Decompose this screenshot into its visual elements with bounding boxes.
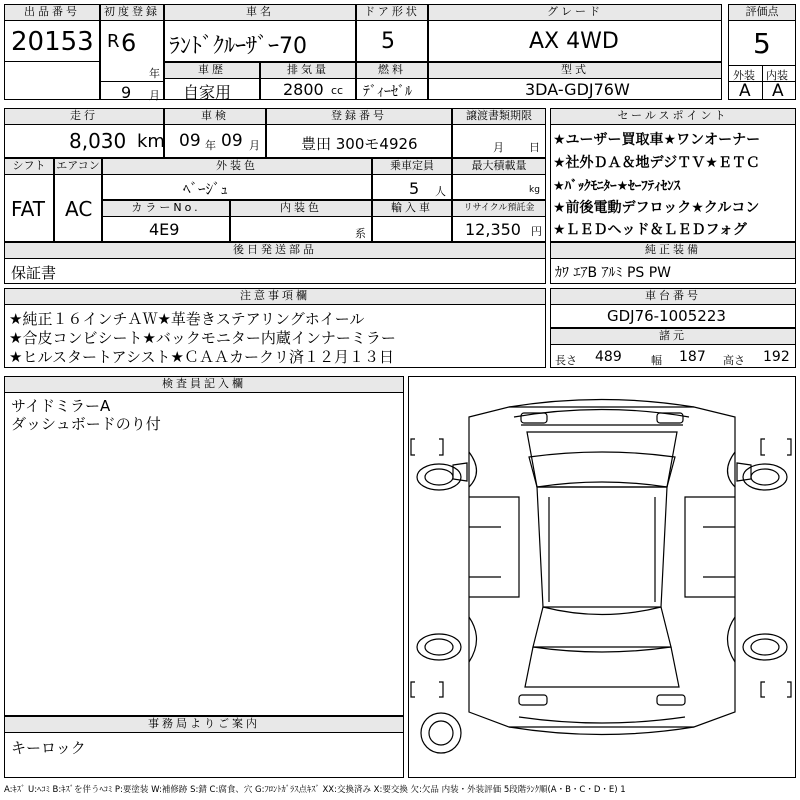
reg-no-value: 豊田 300モ4926 xyxy=(301,135,418,153)
mileage-value: 8,030 xyxy=(69,129,127,153)
sales-point-2: ★社外ＤＡ＆地デジＴＶ★ＥＴＣ xyxy=(553,155,760,171)
inspection-box xyxy=(164,108,266,158)
displacement-box xyxy=(260,62,356,100)
inspection-month-unit: 月 xyxy=(249,139,260,152)
car-name: ﾗﾝﾄﾞｸﾙｰｻﾞｰ70 xyxy=(169,34,307,59)
note-line-3: ★ヒルスタートアシスト★ＣＡＡカークリ済１２月１３日 xyxy=(9,348,394,366)
sales-point-1: ★ユーザー買取車★ワンオーナー xyxy=(553,132,761,148)
color-no-value: 4E9 xyxy=(149,220,180,239)
transfer-label: 譲渡書類期限 xyxy=(453,109,545,125)
legend-text: A:ｷｽﾞ U:ﾍｺﾐ B:ｷｽﾞを伴うﾍｺﾐ P:要塗装 W:補修跡 S:錆 C:腐食、穴 G:ﾌﾛﾝﾄｶﾞﾗｽ点ｷｽﾞ XX:交換済み X:要交換 欠:欠品 内装・外装評価 5段階ﾗﾝｸ順(A・B・C・D・E) 1 xyxy=(4,785,626,795)
chassis-label: 車台番号 xyxy=(551,289,795,305)
doors-label: ドア形状 xyxy=(357,5,427,21)
ext-color-value: ﾍﾞｰｼﾞｭ xyxy=(183,180,229,198)
int-color-label: 内装色 xyxy=(231,201,371,217)
int-score-label: 内装 xyxy=(766,69,788,82)
import-box xyxy=(372,200,452,242)
lot-box xyxy=(4,4,100,100)
transfer-box xyxy=(452,108,546,158)
ext-score: A xyxy=(739,81,751,101)
year-unit: 年 xyxy=(149,67,160,80)
later-parts-label: 後日発送部品 xyxy=(5,243,545,259)
sales-point-5: ★ＬＥＤヘッド＆ＬＥＤフォグ xyxy=(553,222,747,238)
first-reg-month: 9 xyxy=(121,83,132,102)
capacity-label: 乗車定員 xyxy=(373,159,451,175)
inspector-line-1: サイドミラーA xyxy=(11,397,111,415)
chassis-value: GDJ76-1005223 xyxy=(607,307,726,325)
capacity-unit: 人 xyxy=(435,185,446,198)
lot-number: 20153 xyxy=(11,27,94,57)
model-label: 型式 xyxy=(429,63,721,79)
chassis-box xyxy=(550,288,796,328)
history-label: 車歴 xyxy=(165,63,259,79)
genuine-label: 純正装備 xyxy=(551,243,795,259)
notes-box xyxy=(4,288,546,368)
dims-label: 諸元 xyxy=(551,329,795,345)
import-label: 輸入車 xyxy=(373,201,451,217)
shift-box xyxy=(4,158,54,242)
car-name-box xyxy=(164,4,356,62)
kg-unit: kg xyxy=(529,185,540,195)
dims-box xyxy=(550,328,796,368)
month-unit: 月 xyxy=(149,89,160,102)
office-label: 事務局よりご案内 xyxy=(5,717,403,733)
notes-label: 注意事項欄 xyxy=(5,289,545,305)
shift-label: シフト xyxy=(5,159,53,175)
fuel-box xyxy=(356,62,428,100)
cc-unit: cc xyxy=(331,84,344,97)
km-unit: km xyxy=(137,131,165,152)
mileage-box xyxy=(4,108,164,158)
car-name-label: 車名 xyxy=(165,5,355,21)
length-label: 長さ xyxy=(555,354,577,367)
car-diagram xyxy=(409,377,795,777)
office-value: キーロック xyxy=(11,739,86,757)
sales-points-box xyxy=(550,108,796,242)
color-no-label: カラーNo. xyxy=(103,201,229,217)
model-box xyxy=(428,62,722,100)
aircon-value: AC xyxy=(65,197,93,221)
office-box xyxy=(4,716,404,778)
grade-label: グレード xyxy=(429,5,721,21)
height-label: 高さ xyxy=(723,354,745,367)
shift-value: FAT xyxy=(11,197,46,221)
height-value: 192 xyxy=(763,349,790,365)
grade-box xyxy=(428,4,722,62)
history-value: 自家用 xyxy=(183,83,232,102)
doors-box xyxy=(356,4,428,62)
sales-points-label: セールスポイント xyxy=(551,109,795,125)
fuel-value: ﾃﾞｨｰｾﾞﾙ xyxy=(363,84,412,100)
mileage-label: 走行 xyxy=(5,109,163,125)
aircon-label: エアコン xyxy=(55,159,101,175)
transfer-month-unit: 月 xyxy=(493,141,504,154)
model-value: 3DA-GDJ76W xyxy=(525,80,630,99)
inspection-month: 09 xyxy=(221,131,243,151)
first-reg-year: 6 xyxy=(121,29,137,57)
note-line-2: ★合皮コンビシート★バックモニター内蔵インナーミラー xyxy=(9,329,396,347)
inspector-box xyxy=(4,376,404,716)
recycle-box xyxy=(452,200,546,242)
history-box xyxy=(164,62,260,100)
capacity-box xyxy=(372,158,452,200)
first-reg-box xyxy=(100,4,164,100)
first-reg-label: 初度登録 xyxy=(101,5,163,21)
inspection-label: 車検 xyxy=(165,109,265,125)
fuel-label: 燃料 xyxy=(357,63,427,79)
recycle-value: 12,350 xyxy=(465,220,521,239)
score-value: 5 xyxy=(753,27,771,60)
sales-point-4: ★前後電動デフロック★クルコン xyxy=(553,200,760,216)
int-color-unit: 系 xyxy=(355,227,366,240)
later-parts-box xyxy=(4,242,546,284)
car-diagram-box xyxy=(408,376,796,778)
reg-no-box xyxy=(266,108,452,158)
score-box xyxy=(728,4,796,100)
load-label: 最大積載量 xyxy=(453,159,545,175)
transfer-day-unit: 日 xyxy=(529,141,540,154)
genuine-box xyxy=(550,242,796,284)
int-color-box xyxy=(230,200,372,242)
first-reg-era: R xyxy=(107,31,120,52)
width-value: 187 xyxy=(679,349,706,365)
later-parts-value: 保証書 xyxy=(11,264,57,282)
color-no-box xyxy=(102,200,230,242)
note-line-1: ★純正１６インチＡＷ★革巻きステアリングホイール xyxy=(9,310,365,328)
score-label: 評価点 xyxy=(729,5,795,21)
ext-color-box xyxy=(102,158,372,200)
width-label: 幅 xyxy=(651,354,662,367)
capacity-value: 5 xyxy=(409,179,420,198)
grade-value: AX 4WD xyxy=(529,29,619,54)
doors-value: 5 xyxy=(381,29,395,54)
genuine-value: ｶﾜ ｴｱB ｱﾙﾐ PS PW xyxy=(555,265,672,281)
inspector-line-2: ダッシュボードのり付 xyxy=(11,415,161,433)
length-value: 489 xyxy=(595,349,622,365)
load-box xyxy=(452,158,546,200)
ext-score-label: 外装 xyxy=(733,69,755,82)
ext-color-label: 外装色 xyxy=(103,159,371,175)
yen-unit: 円 xyxy=(531,225,542,238)
int-score: A xyxy=(772,81,784,101)
displacement-value: 2800 xyxy=(283,80,324,99)
inspection-year: 09 xyxy=(179,131,201,151)
recycle-label: リサイクル預託金 xyxy=(453,201,545,217)
lot-label: 出品番号 xyxy=(5,5,99,21)
inspector-label: 検査員記入欄 xyxy=(5,377,403,393)
aircon-box xyxy=(54,158,102,242)
inspection-year-unit: 年 xyxy=(205,139,216,152)
sales-point-3: ★ﾊﾞｯｸﾓﾆﾀｰ★ｾｰﾌﾃｨｾﾝｽ xyxy=(553,179,681,194)
displacement-label: 排気量 xyxy=(261,63,355,79)
reg-no-label: 登録番号 xyxy=(267,109,451,125)
